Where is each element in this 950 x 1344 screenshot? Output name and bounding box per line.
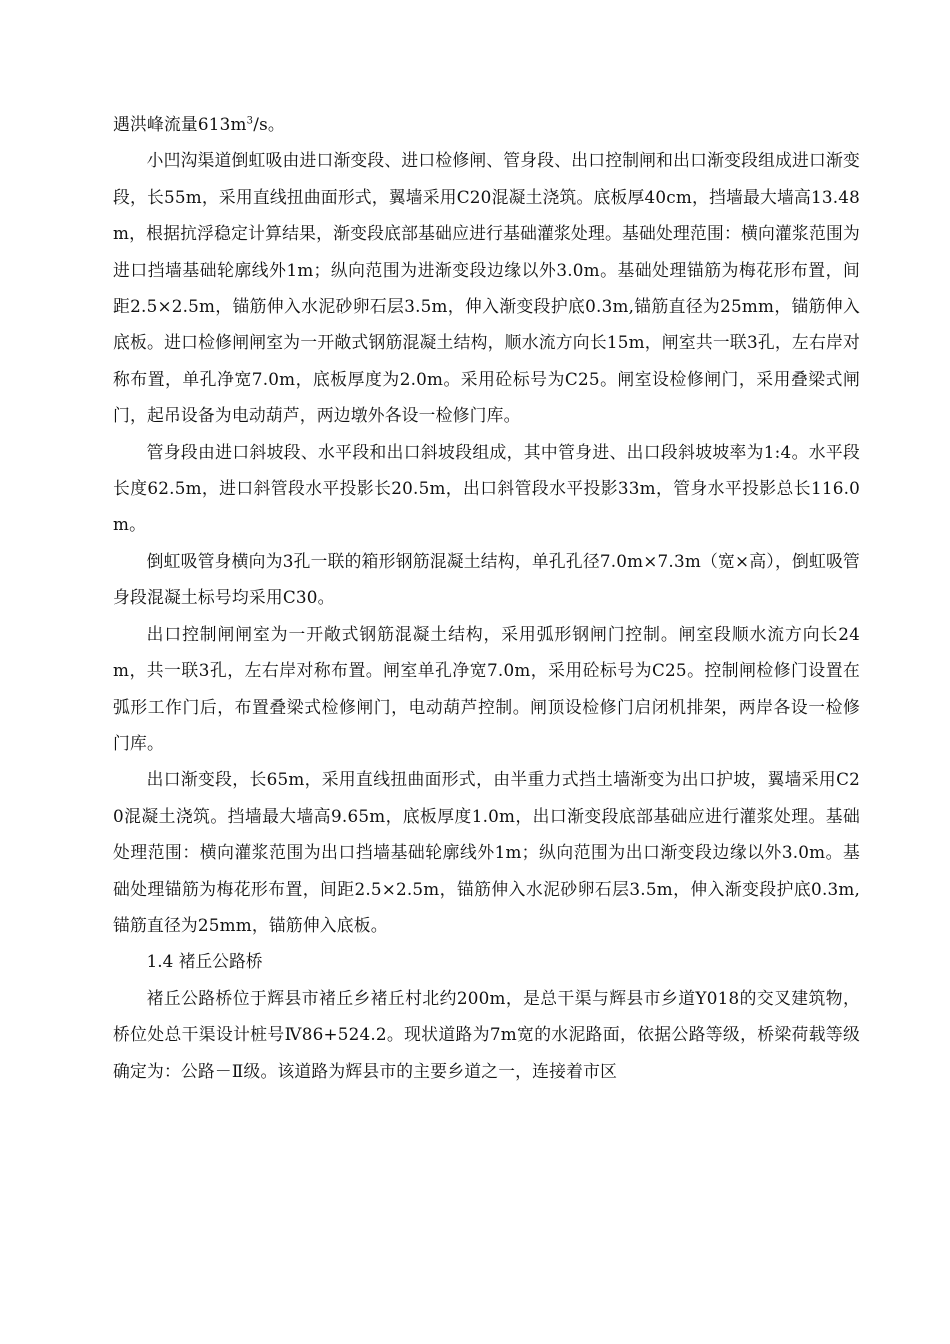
flow-rate-unit: /s。 <box>253 114 285 134</box>
paragraph-inverted-siphon-inlet: 小凹沟渠道倒虹吸由进口渐变段、进口检修闸、管身段、出口控制闸和出口渐变段组成进口渐变段，长55m，采用直线扭曲面形式，翼墙采用C20混凝土浇筑。底板厚40cm，挡墙最大墙高13.48m，根据抗浮稳定计算结果，渐变段底部基础应进行基础灌浆处理。基础处理范围：横向灌浆范围为进口挡墙基础轮廓线外1m；纵向范围为进渐变段边缘以外3.0m。基础处理锚筋为梅花形布置，间距2.5×2.5m，锚筋伸入水泥砂卵石层3.5m，伸入渐变段护底0.3m,锚筋直径为25mm，锚筋伸入底板。进口检修闸闸室为一开敞式钢筋混凝土结构，顺水流方向长15m，闸室共一联3孔，左右岸对称布置，单孔净宽7.0m，底板厚度为2.0m。采用砼标号为C25。闸室设检修闸门，采用叠梁式闸门，起吊设备为电动葫芦，两边墩外各设一检修门库。 <box>113 150 860 426</box>
paragraph-flow-rate <box>113 106 860 142</box>
paragraph-chuqiu-road-bridge: 褚丘公路桥位于辉县市褚丘乡褚丘村北约200m，是总干渠与辉县市乡道Y018的交叉建筑物，桥位处总干渠设计桩号Ⅳ86+524.2。现状道路为7m宽的水泥路面，依据公路等级，桥梁荷载等级确定为：公路－Ⅱ级。该道路为辉县市的主要乡道之一，连接着市区 <box>113 987 860 1081</box>
paragraph-outlet-transition: 出口渐变段，长65m，采用直线扭曲面形式，由半重力式挡土墙渐变为出口护坡，翼墙采用C20混凝土浇筑。挡墙最大墙高9.65m，底板厚度1.0m，出口渐变段底部基础应进行灌浆处理。基础处理范围：横向灌浆范围为出口挡墙基础轮廓线外1m；纵向范围为出口渐变段边缘以外3.0m。基础处理锚筋为梅花形布置，间距2.5×2.5m，锚筋伸入水泥砂卵石层3.5m，伸入渐变段护底0.3m,锚筋直径为25mm，锚筋伸入底板。 <box>113 769 860 935</box>
paragraph-pipe-cross-section: 倒虹吸管身横向为3孔一联的箱形钢筋混凝土结构，单孔孔径7.0m×7.3m（宽×高），倒虹吸管身段混凝土标号均采用C30。 <box>113 550 860 608</box>
paragraph-pipe-body-section: 管身段由进口斜坡段、水平段和出口斜坡段组成，其中管身进、出口段斜坡坡率为1:4。水平段长度62.5m，进口斜管段水平投影长20.5m，出口斜管段水平投影33m，管身水平投影总长116.0m。 <box>113 441 860 535</box>
document-body <box>113 106 860 1089</box>
section-heading-1-4: 1.4 褚丘公路桥 <box>146 951 263 972</box>
paragraph-outlet-control-gate: 出口控制闸闸室为一开敞式钢筋混凝土结构，采用弧形钢闸门控制。闸室段顺水流方向长24m，共一联3孔，左右岸对称布置。闸室单孔净宽7.0m，采用砼标号为C25。控制闸检修门设置在弧形工作门后，布置叠梁式检修闸门，电动葫芦控制。闸顶设检修门启闭机排架，两岸各设一检修门库。 <box>113 623 860 753</box>
flow-rate-text: 遇洪峰流量613m <box>113 114 247 134</box>
flow-rate-superscript: 3 <box>246 115 254 127</box>
